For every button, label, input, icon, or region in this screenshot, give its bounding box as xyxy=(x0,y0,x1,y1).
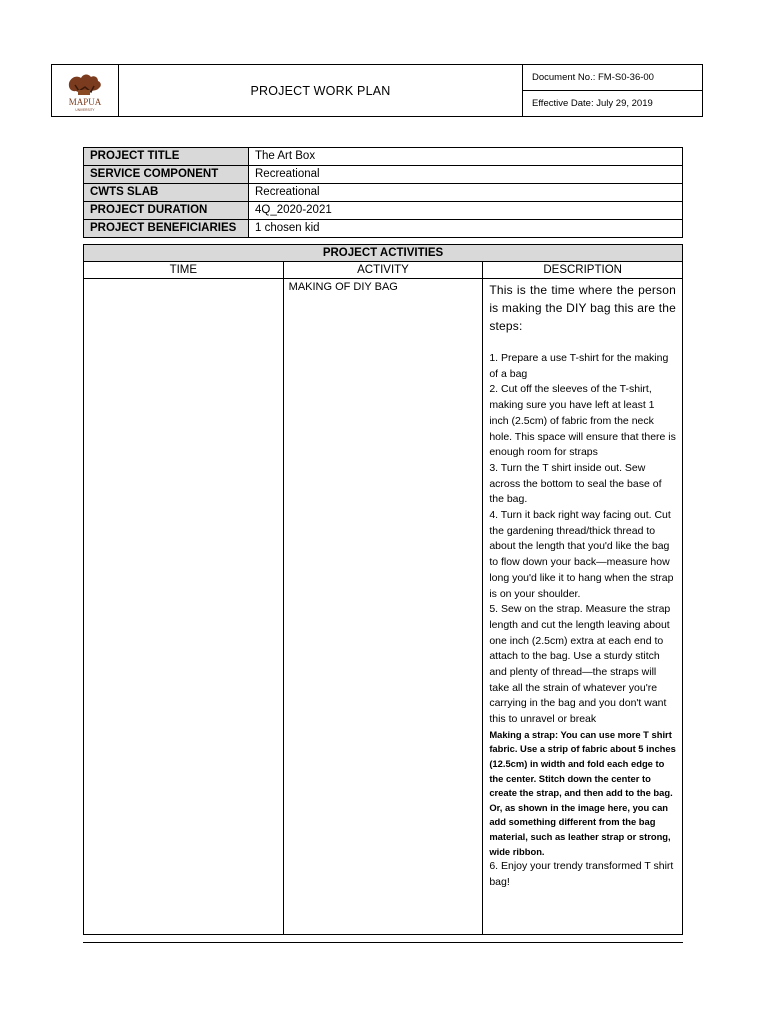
activity-cell: MAKING OF DIY BAG xyxy=(283,279,483,935)
document-title: PROJECT WORK PLAN xyxy=(119,65,523,116)
info-value: Recreational xyxy=(249,166,683,184)
info-value: 4Q_2020-2021 xyxy=(249,202,683,220)
info-row xyxy=(84,148,683,166)
document-number: Document No.: FM-S0-36-00 xyxy=(532,72,654,83)
strap-note: Making a strap: You can use more T shirt fabric. Use a strip of fabric about 5 inches (12.5cm) in width and fold each edge to the center. Stitch down the center to create the strap, and then add to the bag. Or, as shown in the image here, you can add something different from the bag material, such as leather strap or strong, wide ribbon. xyxy=(489,728,676,857)
step-item: 4. Turn it back right way facing out. Cut the gardening thread/thick thread to about the length that you'd like the bag to flow down your back—measure how long you'd like it to hang when the strap is on your shoulder. xyxy=(489,509,674,600)
info-value: 1 chosen kid xyxy=(249,220,683,238)
time-cell xyxy=(84,279,284,935)
info-value: Recreational xyxy=(249,184,683,202)
info-label: CWTS SLAB xyxy=(84,184,249,202)
info-label: PROJECT DURATION xyxy=(84,202,249,220)
effective-date: Effective Date: July 29, 2019 xyxy=(523,90,702,116)
activity-row xyxy=(84,279,683,935)
logo-subtext: UNIVERSITY xyxy=(75,107,95,112)
info-label: PROJECT BENEFICIARIES xyxy=(84,220,249,238)
info-row xyxy=(84,166,683,184)
column-header-activity: ACTIVITY xyxy=(283,262,483,279)
logo-cell xyxy=(52,65,119,116)
info-row xyxy=(84,220,683,238)
project-info-table xyxy=(83,147,683,238)
step-item: 5. Sew on the strap. Measure the strap length and cut the length leaving about one inch (2.5cm) extra at each end to attach to the bag. Use a sturdy stitch and plenty of thread—the straps will take all the strain of whatever you're carrying in the bag and you don't want this to unravel or break xyxy=(489,603,671,726)
bottom-divider xyxy=(83,942,683,943)
info-row xyxy=(84,202,683,220)
project-activities-table xyxy=(83,244,683,935)
info-label: SERVICE COMPONENT xyxy=(84,166,249,184)
logo-text: MAPUA xyxy=(68,96,102,107)
final-step: 6. Enjoy your trendy transformed T shirt bag! xyxy=(489,860,674,888)
info-value: The Art Box xyxy=(249,148,683,166)
mapua-logo xyxy=(61,69,109,113)
info-row xyxy=(84,184,683,202)
step-item: 3. Turn the T shirt inside out. Sew across the bottom to seal the base of the bag. xyxy=(489,461,662,506)
column-header-row xyxy=(84,262,683,279)
description-cell xyxy=(483,279,683,935)
info-label: PROJECT TITLE xyxy=(84,148,249,166)
document-header xyxy=(51,64,703,117)
section-title: PROJECT ACTIVITIES xyxy=(84,245,683,262)
step-item: 1. Prepare a use T-shirt for the making of a bag xyxy=(489,352,669,380)
description-intro: This is the time where the person is making the DIY bag this are the steps: xyxy=(489,283,676,333)
document-meta xyxy=(523,65,702,116)
column-header-time: TIME xyxy=(84,262,284,279)
section-header-row xyxy=(84,245,683,262)
step-item: 2. Cut off the sleeves of the T-shirt, making sure you have left at least 1 inch (2.5cm) of fabric from the neck hole. This space will ensure that there is enough room for straps xyxy=(489,383,676,459)
column-header-description: DESCRIPTION xyxy=(483,262,683,279)
